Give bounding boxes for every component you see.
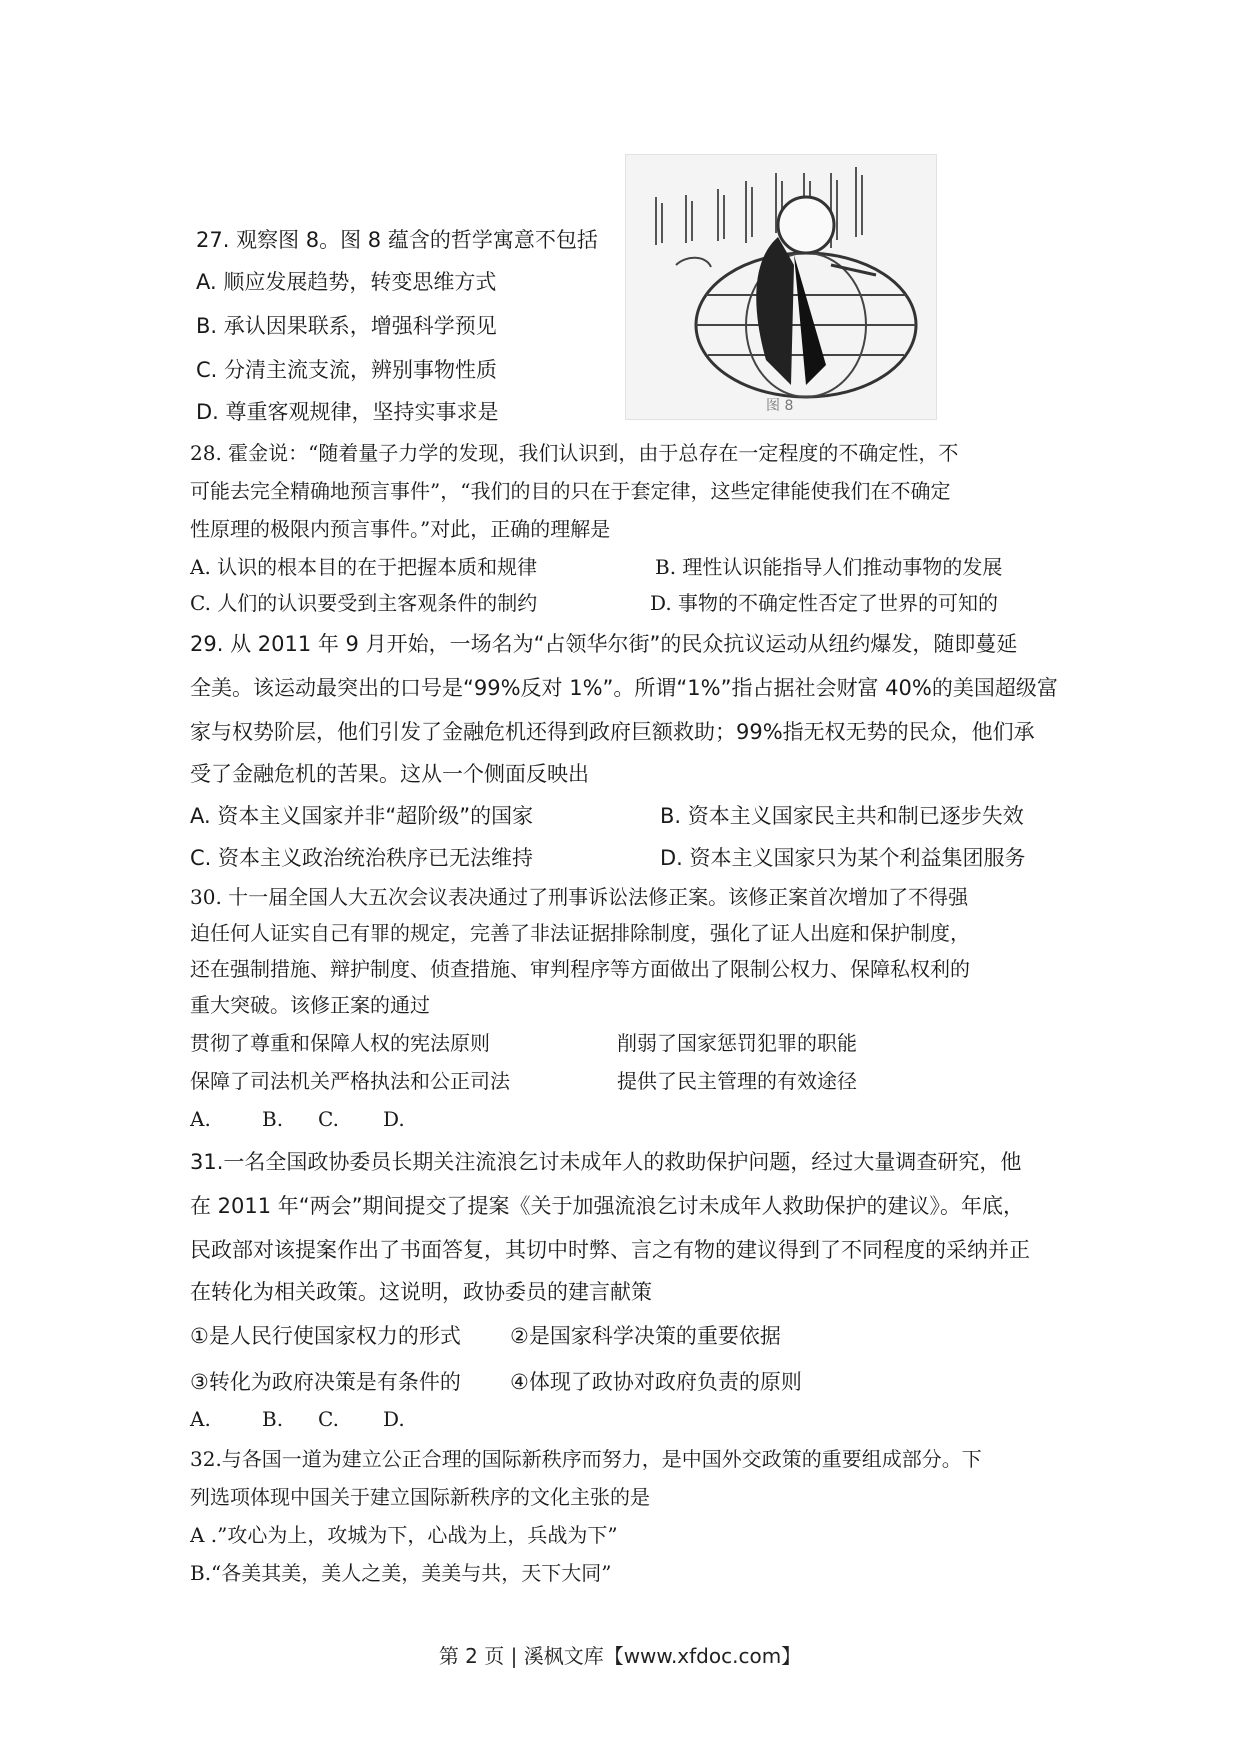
q28-line-2: 可能去完全精确地预言事件”，“我们的目的只在于套定律，这些定律能使我们在不确定 — [190, 479, 951, 503]
q30-line-2: 迫任何人证实自己有罪的规定，完善了非法证据排除制度，强化了证人出庭和保护制度， — [190, 921, 970, 945]
q27-option-d: D. 尊重客观规律，坚持实事求是 — [196, 400, 499, 424]
page-footer: 第 2 页 | 溪枫文库【www.xfdoc.com】 — [438, 1644, 802, 1668]
q30-line-4: 重大突破。该修正案的通过 — [190, 993, 430, 1017]
q31-line-4: 在转化为相关政策。这说明，政协委员的建言献策 — [190, 1280, 652, 1304]
cartoon-globe-figure-icon — [626, 155, 938, 421]
q29-line-3: 家与权势阶层，他们引发了金融危机还得到政府巨额救助；99%指无权无势的民众，他们承 — [190, 720, 1035, 744]
q28-option-d: D. 事物的不确定性否定了世界的可知的 — [650, 591, 999, 615]
q31-choice-d: D. — [383, 1407, 405, 1431]
q32-option-b: B.“各美其美，美人之美，美美与共，天下大同” — [190, 1561, 612, 1585]
q30-choice-a: A. — [190, 1107, 211, 1131]
q29-option-d: D. 资本主义国家只为某个利益集团服务 — [660, 846, 1026, 870]
q30-choice-c: C. — [318, 1107, 339, 1131]
q29-line-4: 受了金融危机的苦果。这从一个侧面反映出 — [190, 762, 589, 786]
q28-option-b: B. 理性认识能指导人们推动事物的发展 — [655, 555, 1003, 579]
q31-item-4: ④体现了政协对政府负责的原则 — [510, 1370, 802, 1394]
q27-option-c: C. 分清主流支流，辨别事物性质 — [196, 358, 498, 382]
q31-item-1: ①是人民行使国家权力的形式 — [190, 1324, 461, 1348]
q31-choice-b: B. — [262, 1407, 284, 1431]
q28-line-3: 性原理的极限内预言事件。”对此，正确的理解是 — [190, 517, 611, 541]
q30-line-1: 30. 十一届全国人大五次会议表决通过了刑事诉讼法修正案。该修正案首次增加了不得强 — [190, 885, 969, 909]
q31-item-3: ③转化为政府决策是有条件的 — [190, 1370, 461, 1394]
q31-line-3: 民政部对该提案作出了书面答复，其切中时弊、言之有物的建议得到了不同程度的采纳并正 — [190, 1238, 1030, 1262]
q28-option-c: C. 人们的认识要受到主客观条件的制约 — [190, 591, 538, 615]
q30-item-4: 提供了民主管理的有效途径 — [617, 1069, 857, 1093]
q31-item-2: ②是国家科学决策的重要依据 — [510, 1324, 781, 1348]
q32-line-2: 列选项体现中国关于建立国际新秩序的文化主张的是 — [190, 1485, 650, 1509]
q30-item-2: 削弱了国家惩罚犯罪的职能 — [617, 1031, 857, 1055]
q28-option-a: A. 认识的根本目的在于把握本质和规律 — [190, 555, 538, 579]
q31-line-1: 31.一名全国政协委员长期关注流浪乞讨未成年人的救助保护问题，经过大量调查研究，他 — [190, 1150, 1022, 1174]
q31-line-2: 在 2011 年“两会”期间提交了提案《关于加强流浪乞讨未成年人救助保护的建议》。年底， — [190, 1194, 1025, 1218]
q30-choice-d: D. — [383, 1107, 405, 1131]
figure-caption: 图 8 — [766, 398, 794, 414]
q29-line-2: 全美。该运动最突出的口号是“99%反对 1%”。所谓“1%”指占据社会财富 40%的美国超级富 — [190, 676, 1058, 700]
q27-option-b: B. 承认因果联系，增强科学预见 — [196, 314, 497, 338]
q32-option-a: A .”攻心为上，攻城为下，心战为上，兵战为下” — [190, 1523, 618, 1547]
q29-line-1: 29. 从 2011 年 9 月开始，一场名为“占领华尔街”的民众抗议运动从纽约爆发，随即蔓延 — [190, 632, 1018, 656]
q30-item-3: 保障了司法机关严格执法和公正司法 — [190, 1069, 510, 1093]
q29-option-c: C. 资本主义政治统治秩序已无法维持 — [190, 846, 534, 870]
q31-choice-c: C. — [318, 1407, 339, 1431]
q27-option-a: A. 顺应发展趋势，转变思维方式 — [196, 270, 497, 294]
q30-item-1: 贯彻了尊重和保障人权的宪法原则 — [190, 1031, 490, 1055]
q32-line-1: 32.与各国一道为建立公正合理的国际新秩序而努力，是中国外交政策的重要组成部分。下 — [190, 1447, 982, 1471]
q27-stem: 27. 观察图 8。图 8 蕴含的哲学寓意不包括 — [196, 228, 598, 252]
q30-choice-b: B. — [262, 1107, 284, 1131]
q29-option-b: B. 资本主义国家民主共和制已逐步失效 — [660, 804, 1024, 828]
q29-option-a: A. 资本主义国家并非“超阶级”的国家 — [190, 804, 534, 828]
figure-8 — [625, 154, 937, 420]
q31-choice-a: A. — [190, 1407, 211, 1431]
q30-line-3: 还在强制措施、辩护制度、侦查措施、审判程序等方面做出了限制公权力、保障私权利的 — [190, 957, 970, 981]
q28-line-1: 28. 霍金说：“随着量子力学的发现，我们认识到，由于总存在一定程度的不确定性，不 — [190, 441, 959, 465]
